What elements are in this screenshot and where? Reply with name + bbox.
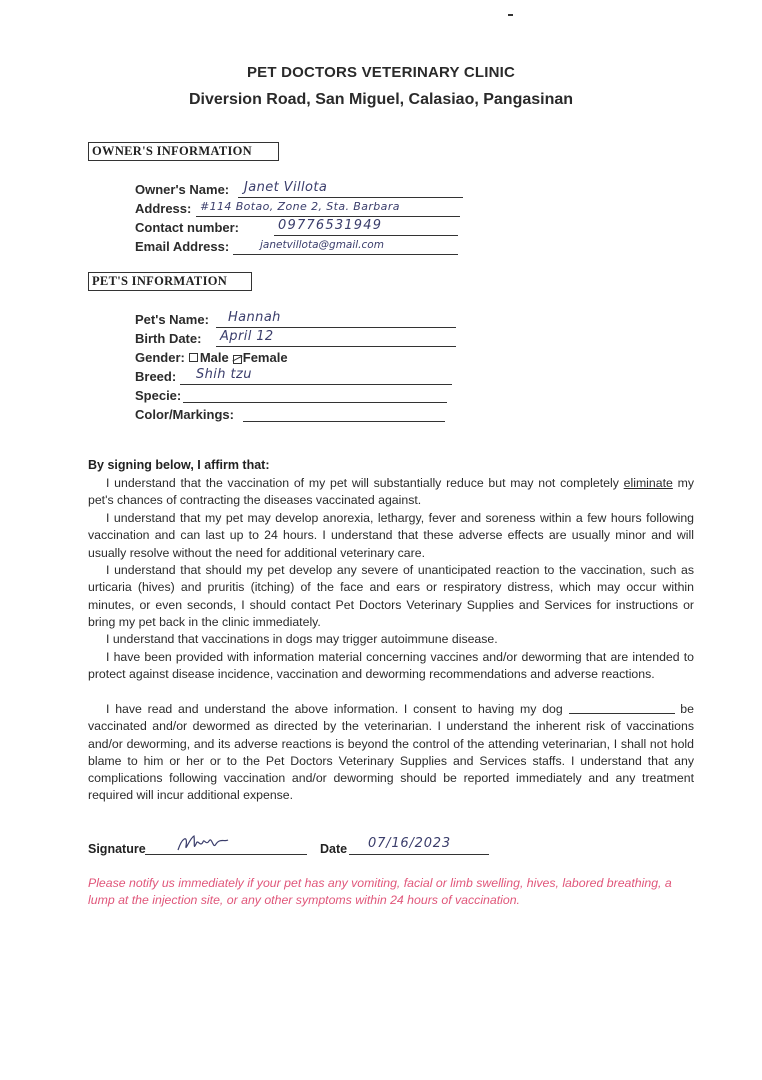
owner-address-label: Address: [135,201,192,216]
specie-label: Specie: [135,388,182,403]
owner-section-title: OWNER'S INFORMATION [88,142,279,161]
birth-date-value: April 12 [220,329,274,344]
birth-date-label: Birth Date: [135,331,202,346]
female-checkbox-checked[interactable] [233,355,241,362]
vaccination-notice: Please notify us immediately if your pet has any vomiting, facial or limb swelling, hives, labored breathing, a lump at the injection site, or any other symptoms within 24 hours of vaccination. [88,876,672,907]
affirm-paragraph-3: I understand that should my pet develop any severe of unanticipated reaction to the vaccination, such as urticaria (hives) and pruritis (itching) of the face and ears or respiratory distress, which may occur within minutes, or even seconds, I should contact Pet Doctors Veterinary Supplies and Services for instructions or bring my pet back in the clinic immediately. [88,563,694,629]
breed-label: Breed: [135,369,177,384]
date-label: Date [320,842,348,856]
owner-name-value: Janet Villota [244,180,328,195]
pet-name-label: Pet's Name: [135,312,209,327]
clinic-name: PET DOCTORS VETERINARY CLINIC [246,64,516,81]
color-markings-line[interactable] [243,405,445,422]
clinic-address: Diversion Road, San Miguel, Calasiao, Pangasinan [188,91,574,108]
male-label: Male [199,350,229,365]
email-label: Email Address: [135,239,230,254]
gender-label: Gender: [135,350,185,365]
pet-name-value: Hannah [228,310,281,325]
pet-section-title: PET'S INFORMATION [88,272,252,291]
female-label: Female [242,350,288,365]
handwritten-signature [176,832,236,856]
owner-address-value: #114 Botao, Zone 2, Sta. Barbara [200,200,400,213]
affirm-paragraph-1 [88,475,694,510]
signature-label: Signature [88,842,146,856]
affirm-paragraph-2: I understand that my pet may develop anorexia, lethargy, fever and soreness within a few hours following vaccination and can last up to 24 hours. I understand that these adverse effects are usually minor and will usually resolve without the need for additional veterinary care. [88,511,694,560]
affirm-p6-text: I have read and understand the above information. I consent to having my dog [106,702,569,716]
contact-number-value: 09776531949 [278,218,383,233]
color-markings-label: Color/Markings: [135,407,234,422]
affirm-p1-text: I understand that the vaccination of my pet will substantially reduce but may not completely [106,476,624,490]
affirm-p1-text-end: my pet's chances of contracting the diseases vaccinated against. [88,476,695,508]
owner-name-label: Owner's Name: [135,182,230,197]
specie-line[interactable] [183,386,447,403]
male-checkbox[interactable] [189,353,198,362]
contact-number-label: Contact number: [135,220,239,235]
scan-mark [508,14,513,16]
affirm-heading: By signing below, I affirm that: [88,458,270,472]
dog-name-blank[interactable] [569,703,675,714]
affirm-paragraph-5: I have been provided with information material concerning vaccines and/or deworming that are intended to protect against disease incidence, vaccination and deworming recommendations and adverse reactions. [88,650,694,682]
email-value: janetvillota@gmail.com [260,239,384,251]
affirm-paragraph-6 [88,701,694,805]
breed-value: Shih tzu [196,367,252,382]
date-value: 07/16/2023 [368,836,451,851]
affirm-paragraph-4: I understand that vaccinations in dogs may trigger autoimmune disease. [106,632,498,646]
gender-row [135,350,288,365]
affirm-p6-text-end: be vaccinated and/or dewormed as directed by the veterinarian. I understand the inherent risk of vaccinations and/or deworming, and its adverse reactions is beyond the control of the attending veterinarian, I shall not hold blame to him or her or to the Pet Doctors Veterinary Supplies and Services staffs. I understand that any complications following vaccination and/or deworming should be reported immediately and any treatment required will incur additional expense. [88,702,694,803]
affirm-p1-underlined: eliminate [623,476,673,490]
